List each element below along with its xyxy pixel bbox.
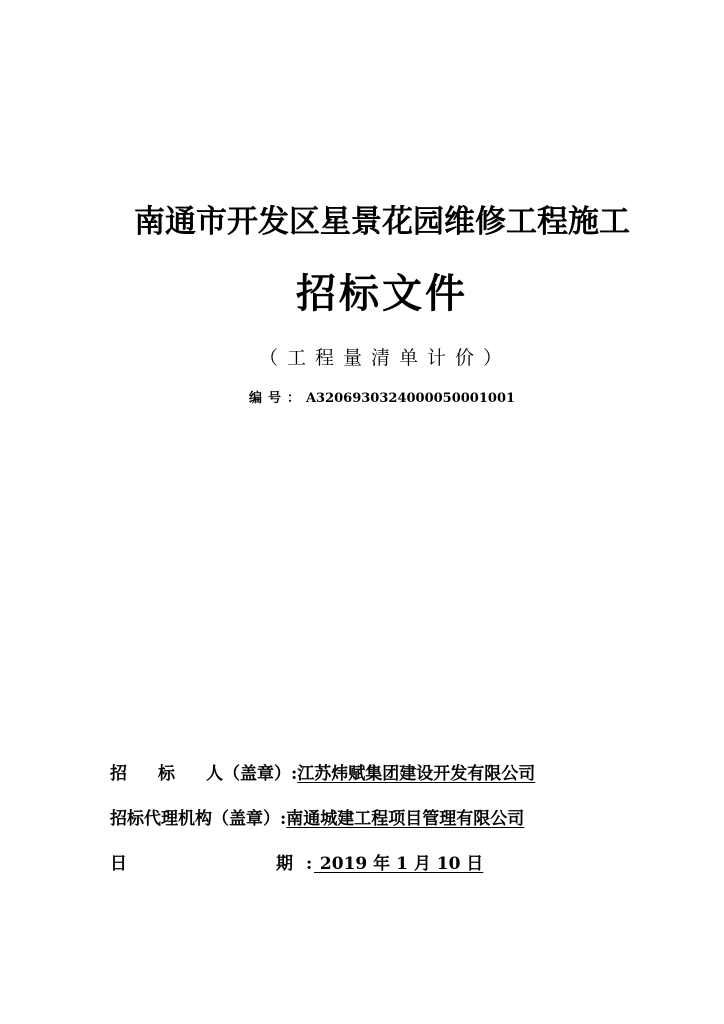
document-code [0, 387, 724, 406]
tenderer-row [110, 759, 549, 784]
agent-row [110, 804, 538, 829]
code-label: 编号： [248, 391, 306, 406]
date-value: 2019 年 1 月 10 日 [314, 854, 484, 874]
document-title-line2: 招标文件 [296, 270, 468, 317]
date-label-char: 期 [276, 854, 293, 874]
code-value: A3206930324000050001001 [305, 391, 516, 406]
tenderer-value: 江苏炜赋集团建设开发有限公司 [297, 764, 536, 784]
date-label-char: 日 [110, 854, 127, 874]
date-colon: : [306, 854, 313, 874]
document-title-line1: 南通市开发区星景花园维修工程施工 [134, 204, 630, 240]
tenderer-label-char: 人 [206, 764, 223, 784]
date-row [110, 849, 497, 874]
agent-value: 南通城建工程项目管理有限公司 [286, 809, 525, 829]
tenderer-label-char: 招 [110, 764, 127, 784]
agent-label: 招标代理机构（盖章）: [110, 809, 287, 829]
tenderer-label-suffix: （盖章）: [223, 764, 298, 784]
document-subtitle: （工程量清单计价） [258, 347, 511, 369]
tenderer-label-char: 标 [158, 764, 175, 784]
